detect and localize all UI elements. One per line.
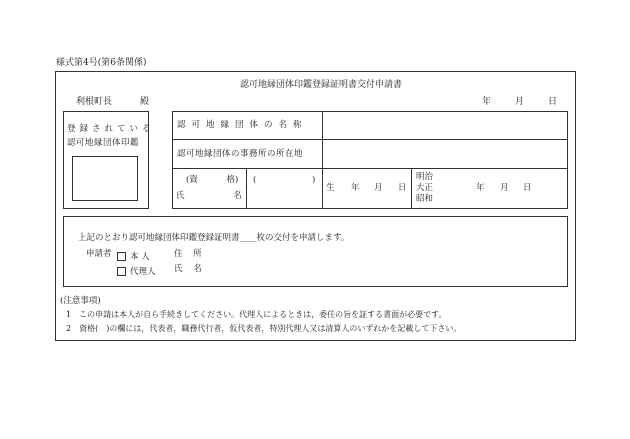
table-qual-divider	[246, 168, 247, 209]
table-col-divider	[322, 111, 323, 209]
birth-day-label: 日	[398, 183, 407, 193]
qualification-label: (資 格)	[186, 175, 239, 185]
option-self-label: 本 人	[130, 252, 150, 262]
table-divider-1	[172, 139, 568, 140]
option-self[interactable]	[117, 250, 150, 262]
seal-box-line2: 認可地縁団体印鑑	[67, 138, 140, 148]
era-meiji: 明治	[416, 172, 434, 182]
applicant-label: 申請者	[86, 249, 112, 259]
note-item-1: 1 この申請は本人が自ら手続きしてください。代理人によるときは，委任の旨を証する書面が必要です。	[66, 310, 447, 319]
representative-name-label: 氏 名	[176, 191, 242, 201]
form-number: 様式第4号(第6条関係)	[56, 58, 147, 68]
qualification-paren-close: )	[312, 175, 316, 185]
era-day-label: 日	[523, 183, 532, 193]
office-address-label: 認可地縁団体の事務所の所在地	[177, 149, 304, 159]
date-day-label: 日	[548, 97, 558, 107]
applicant-name-label: 氏 名	[174, 264, 202, 274]
agent-checkbox[interactable]	[117, 267, 126, 276]
qualification-paren-open: (	[253, 175, 257, 185]
era-showa: 昭和	[416, 194, 434, 204]
notes-heading: (注意事項)	[60, 296, 101, 306]
seal-box-line1: 登録されている	[67, 124, 155, 134]
option-agent[interactable]	[117, 265, 156, 277]
birth-month-label: 月	[374, 183, 383, 193]
birth-label: 生	[326, 183, 335, 193]
birth-year-label: 年	[351, 183, 360, 193]
table-era-divider	[411, 168, 412, 209]
seal-impression-area	[72, 156, 138, 201]
option-agent-label: 代理人	[130, 267, 156, 277]
address-label: 住 所	[174, 249, 202, 259]
note-item-2: 2 資格( )の欄には，代表者，職務代行者，仮代表者，特別代理人又は清算人のいずれかを記載して下さい。	[66, 324, 462, 333]
date-month-label: 月	[515, 97, 525, 107]
era-month-label: 月	[500, 183, 509, 193]
request-text: 上記のとおり認可地縁団体印鑑登録証明書____枚の交付を申請します。	[78, 233, 350, 243]
self-checkbox[interactable]	[117, 252, 126, 261]
org-name-label: 認可地縁団体の名称	[177, 120, 308, 130]
form-title: 認可地縁団体印鑑登録証明書交付申請書	[240, 80, 403, 90]
table-divider-2	[172, 168, 568, 169]
addressee: 利根町長	[76, 97, 113, 107]
era-taisho: 大正	[416, 183, 434, 193]
honorific: 殿	[140, 97, 150, 107]
era-year-label: 年	[476, 183, 485, 193]
date-year-label: 年	[482, 97, 492, 107]
